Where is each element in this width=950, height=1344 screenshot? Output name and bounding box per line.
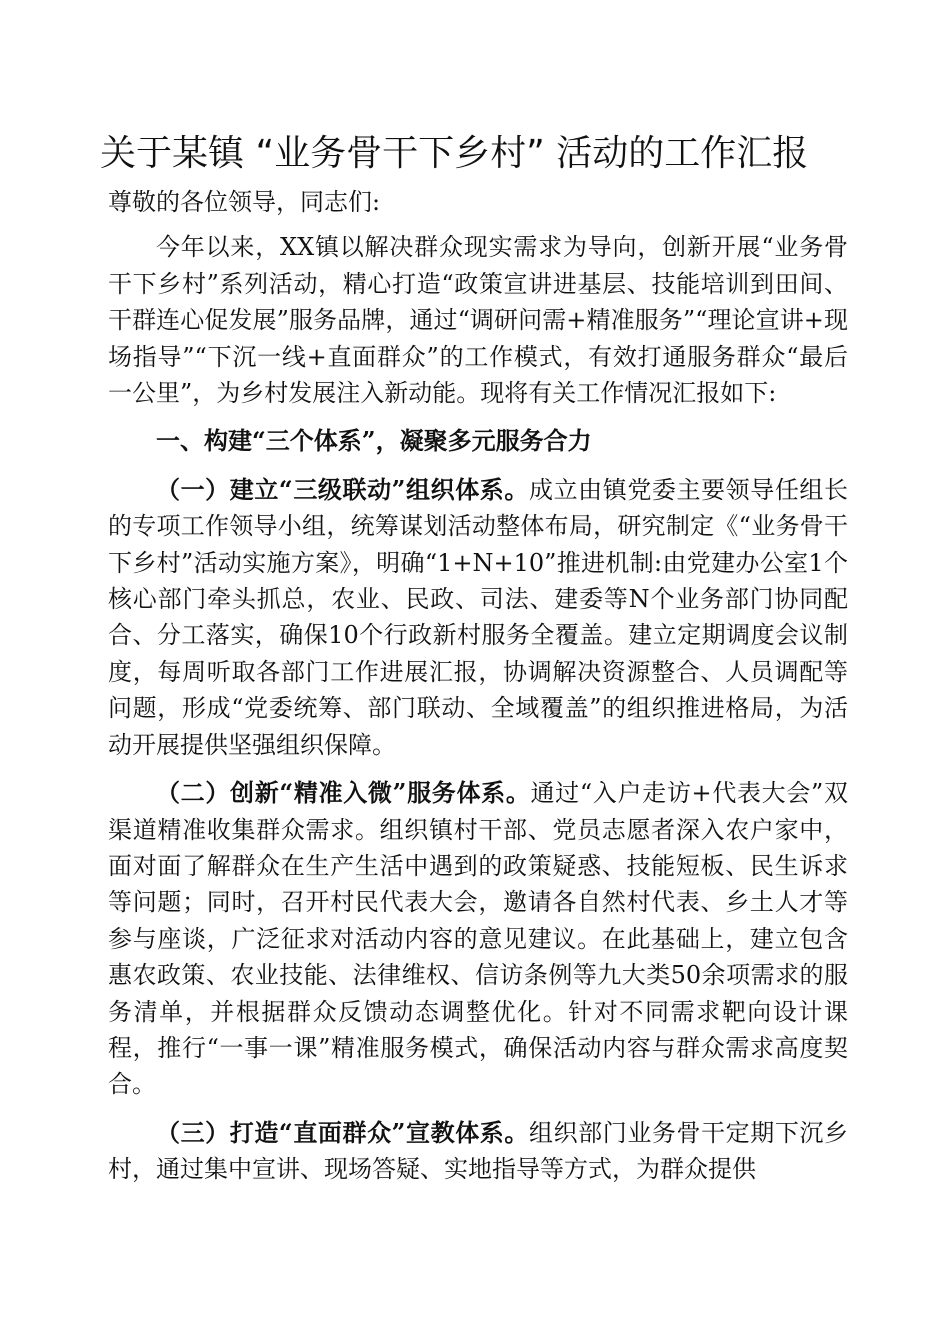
subsection-text-3: 组织部门业务骨干定期下沉乡村，通过集中宣讲、现场答疑、实地指导等方式，为群众提供 — [108, 1118, 849, 1184]
subsection-paragraph-2 — [108, 775, 848, 1103]
document-body — [108, 176, 848, 1188]
document-title: 关于某镇 “业务骨干下乡村” 活动的工作汇报 — [100, 133, 809, 174]
subsection-paragraph-1 — [108, 472, 848, 763]
subsection-heading-2: （二）创新“精准入微”服务体系。 — [156, 778, 531, 808]
subsection-heading-3: （三）打造“直面群众”宣教体系。 — [156, 1117, 529, 1147]
subsection-text-1: 成立由镇党委主要领导任组长的专项工作领导小组，统筹谋划活动整体布局，研究制定《“业务骨干下乡村”活动实施方案》，明确“1+N+10”推进机制:由党建办公室1个核心部门牵头抓总，农业、民政、司法、建委等N个业务部门协同配合、分工落实，确保10个行政新村服务全覆盖。建立定期调度会议制度，每周听取各部门工作进展汇报，协调解决资源整合、人员调配等问题，形成“党委统筹、部门联动、全域覆盖”的组织推进格局，为活动开展提供坚强组织保障。 — [108, 475, 849, 759]
greeting-line: 尊敬的各位领导，同志们: — [108, 188, 381, 216]
intro-paragraph: 今年以来，XX镇以解决群众现实需求为导向，创新开展“业务骨干下乡村”系列活动，精心打造“政策宣讲进基层、技能培训到田间、干群连心促发展”服务品牌，通过“调研问需+精准服务”“理论宣讲+现场指导”“下沉一线+直面群众”的工作模式，有效打通服务群众“最后一公里”，为乡村发展注入新动能。现将有关工作情况汇报如下: — [108, 233, 848, 408]
section-heading-1: 一、构建“三个体系”，凝聚多元服务合力 — [156, 426, 592, 456]
subsection-text-2: 通过“入户走访+代表大会”双渠道精准收集群众需求。组织镇村干部、党员志愿者深入农户家中，面对面了解群众在生产生活中遇到的政策疑惑、技能短板、民生诉求等问题；同时，召开村民代表大会，邀请各自然村代表、乡土人才等参与座谈，广泛征求对活动内容的意见建议。在此基础上，建立包含惠农政策、农业技能、法律维权、信访条例等九大类50余项需求的服务清单，并根据群众反馈动态调整优化。针对不同需求靶向设计课程，推行“一事一课”精准服务模式，确保活动内容与群众需求高度契合。 — [108, 779, 848, 1099]
subsection-paragraph-3 — [108, 1115, 848, 1188]
subsection-heading-1: （一）建立“三级联动”组织体系。 — [156, 474, 529, 504]
